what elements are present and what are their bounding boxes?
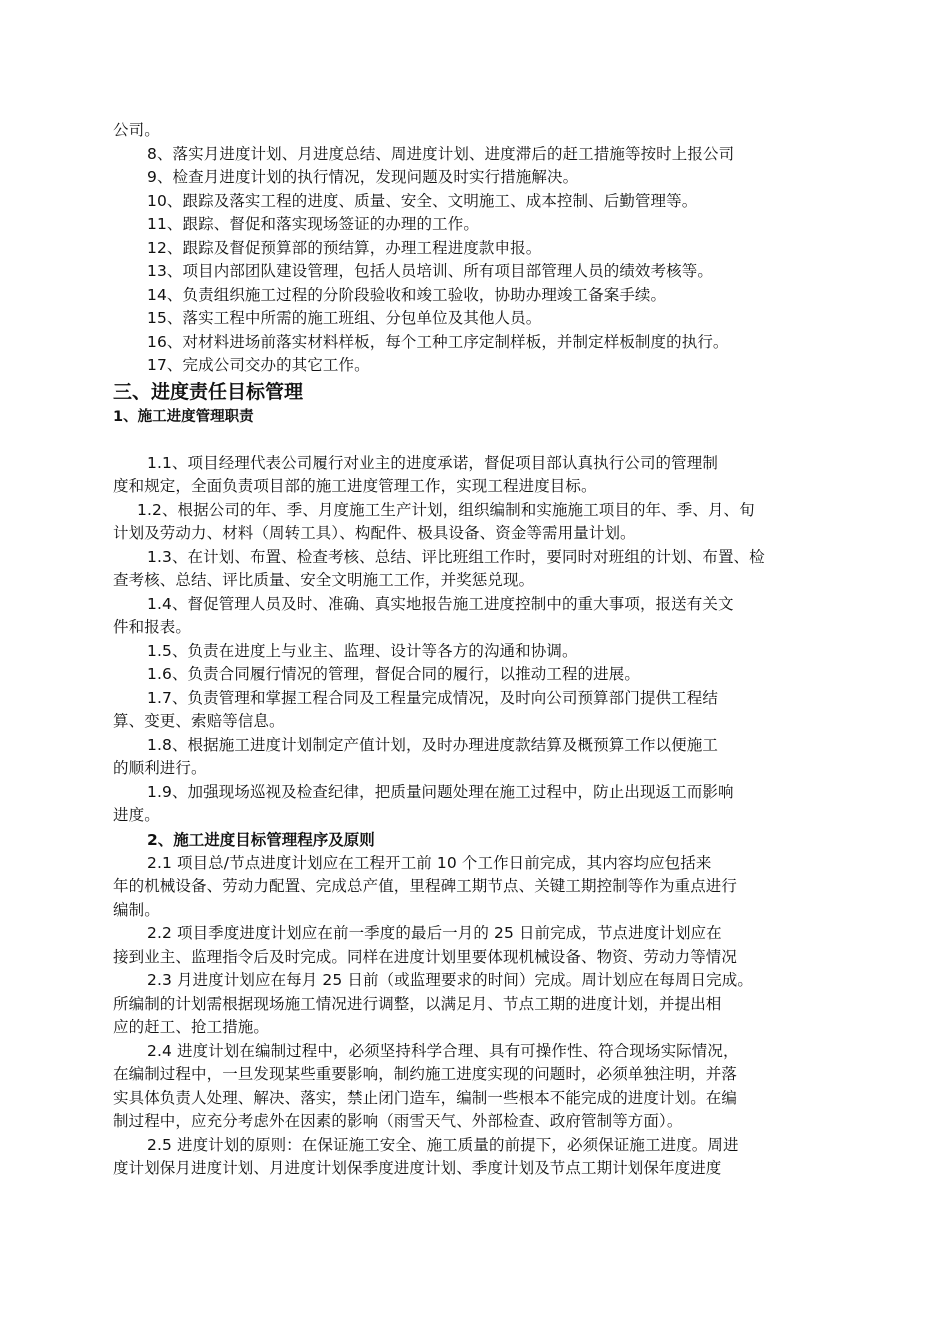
paragraph-line: 制过程中，应充分考虑外在因素的影响（雨雪天气、外部检查、政府管制等方面）。 xyxy=(113,1112,683,1130)
paragraph-line: 度和规定，全面负责项目部的施工进度管理工作，实现工程进度目标。 xyxy=(113,477,597,495)
paragraph-line: 2.1 项目总/节点进度计划应在工程开工前 10 个工作日前完成，其内容均应包括来 xyxy=(147,853,712,872)
section-heading: 三、进度责任目标管理 xyxy=(113,380,304,403)
blank-line xyxy=(113,429,853,452)
paragraph-line: 年的机械设备、劳动力配置、完成总产值，里程碑工期节点、关键工期控制等作为重点进行 xyxy=(113,877,738,895)
paragraph-line: 公司。 xyxy=(113,121,160,139)
paragraph-line: 1.7、负责管理和掌握工程合同及工程量完成情况，及时向公司预算部门提供工程结 xyxy=(147,688,718,707)
paragraph-line: 1.3、在计划、布置、检查考核、总结、评比班组工作时，要同时对班组的计划、布置、检 xyxy=(147,547,765,566)
paragraph-line: 1.4、督促管理人员及时、准确、真实地报告施工进度控制中的重大事项，报送有关文 xyxy=(147,594,734,613)
list-item-8: 8、落实月进度计划、月进度总结、周进度计划、进度滞后的赶工措施等按时上报公司 xyxy=(147,144,735,163)
paragraph-line: 接到业主、监理指令后及时完成。同样在进度计划里要体现机械设备、物资、劳动力等情况 xyxy=(113,947,738,966)
document-body xyxy=(113,119,853,1181)
paragraph-line: 所编制的计划需根据现场施工情况进行调整，以满足月、节点工期的进度计划，并提出相 xyxy=(113,994,722,1013)
list-item-16: 16、对材料进场前落实材料样板，每个工种工序定制样板，并制定样板制度的执行。 xyxy=(147,332,729,351)
paragraph-line: 1.8、根据施工进度计划制定产值计划，及时办理进度款结算及概预算工作以便施工 xyxy=(147,735,718,754)
list-item-14: 14、负责组织施工过程的分阶段验收和竣工验收，协助办理竣工备案手续。 xyxy=(147,285,667,304)
paragraph-line: 的顺利进行。 xyxy=(113,759,207,777)
paragraph-line: 2.5 进度计划的原则：在保证施工安全、施工质量的前提下，必须保证施工进度。周进 xyxy=(147,1135,739,1154)
paragraph-line: 应的赶工、抢工措施。 xyxy=(113,1018,270,1036)
paragraph-line: 编制。 xyxy=(113,900,160,919)
list-item-11: 11、跟踪、督促和落实现场签证的办理的工作。 xyxy=(147,215,479,233)
subsection-heading: 1、施工进度管理职责 xyxy=(113,408,254,425)
paragraph-line: 在编制过程中，一旦发现某些重要影响，制约施工进度实现的问题时，必须单独注明，并落 xyxy=(113,1065,738,1083)
paragraph-line: 算、变更、索赔等信息。 xyxy=(113,712,285,730)
list-item-15: 15、落实工程中所需的施工班组、分包单位及其他人员。 xyxy=(147,309,542,327)
paragraph-line: 进度。 xyxy=(113,806,160,824)
paragraph-line: 1.6、负责合同履行情况的管理，督促合同的履行，以推动工程的进展。 xyxy=(147,665,640,683)
list-item-12: 12、跟踪及督促预算部的预结算，办理工程进度款申报。 xyxy=(147,238,542,257)
subsection-heading: 2、施工进度目标管理程序及原则 xyxy=(147,830,375,849)
paragraph-line: 2.4 进度计划在编制过程中，必须坚持科学合理、具有可操作性、符合现场实际情况， xyxy=(147,1041,739,1060)
paragraph-line: 度计划保月进度计划、月进度计划保季度进度计划、季度计划及节点工期计划保年度进度 xyxy=(113,1159,722,1177)
paragraph-line: 1.1、项目经理代表公司履行对业主的进度承诺，督促项目部认真执行公司的管理制 xyxy=(147,453,718,472)
list-item-13: 13、项目内部团队建设管理，包括人员培训、所有项目部管理人员的绩效考核等。 xyxy=(147,262,713,280)
paragraph-line: 实具体负责人处理、解决、落实，禁止闭门造车，编制一些根本不能完成的进度计划。在编 xyxy=(113,1088,738,1107)
paragraph-line: 1.2、根据公司的年、季、月度施工生产计划，组织编制和实施施工项目的年、季、月、旬 xyxy=(137,500,755,519)
list-item-10: 10、跟踪及落实工程的进度、质量、安全、文明施工、成本控制、后勤管理等。 xyxy=(147,191,698,210)
paragraph-line: 2.3 月进度计划应在每月 25 日前（或监理要求的时间）完成。周计划应在每周日完成。 xyxy=(147,971,753,989)
paragraph-line: 1.9、加强现场巡视及检查纪律，把质量问题处理在施工过程中，防止出现返工而影响 xyxy=(147,782,734,801)
list-item-9: 9、检查月进度计划的执行情况，发现问题及时实行措施解决。 xyxy=(147,168,579,186)
paragraph-line: 计划及劳动力、材料（周转工具）、构配件、极具设备、资金等需用量计划。 xyxy=(113,524,636,542)
paragraph-line: 2.2 项目季度进度计划应在前一季度的最后一月的 25 日前完成，节点进度计划应在 xyxy=(147,924,722,942)
paragraph-line: 1.5、负责在进度上与业主、监理、设计等各方的沟通和协调。 xyxy=(147,641,578,660)
list-item-17: 17、完成公司交办的其它工作。 xyxy=(147,356,370,374)
paragraph-line: 件和报表。 xyxy=(113,618,192,636)
paragraph-line: 查考核、总结、评比质量、安全文明施工工作，并奖惩兑现。 xyxy=(113,571,535,589)
